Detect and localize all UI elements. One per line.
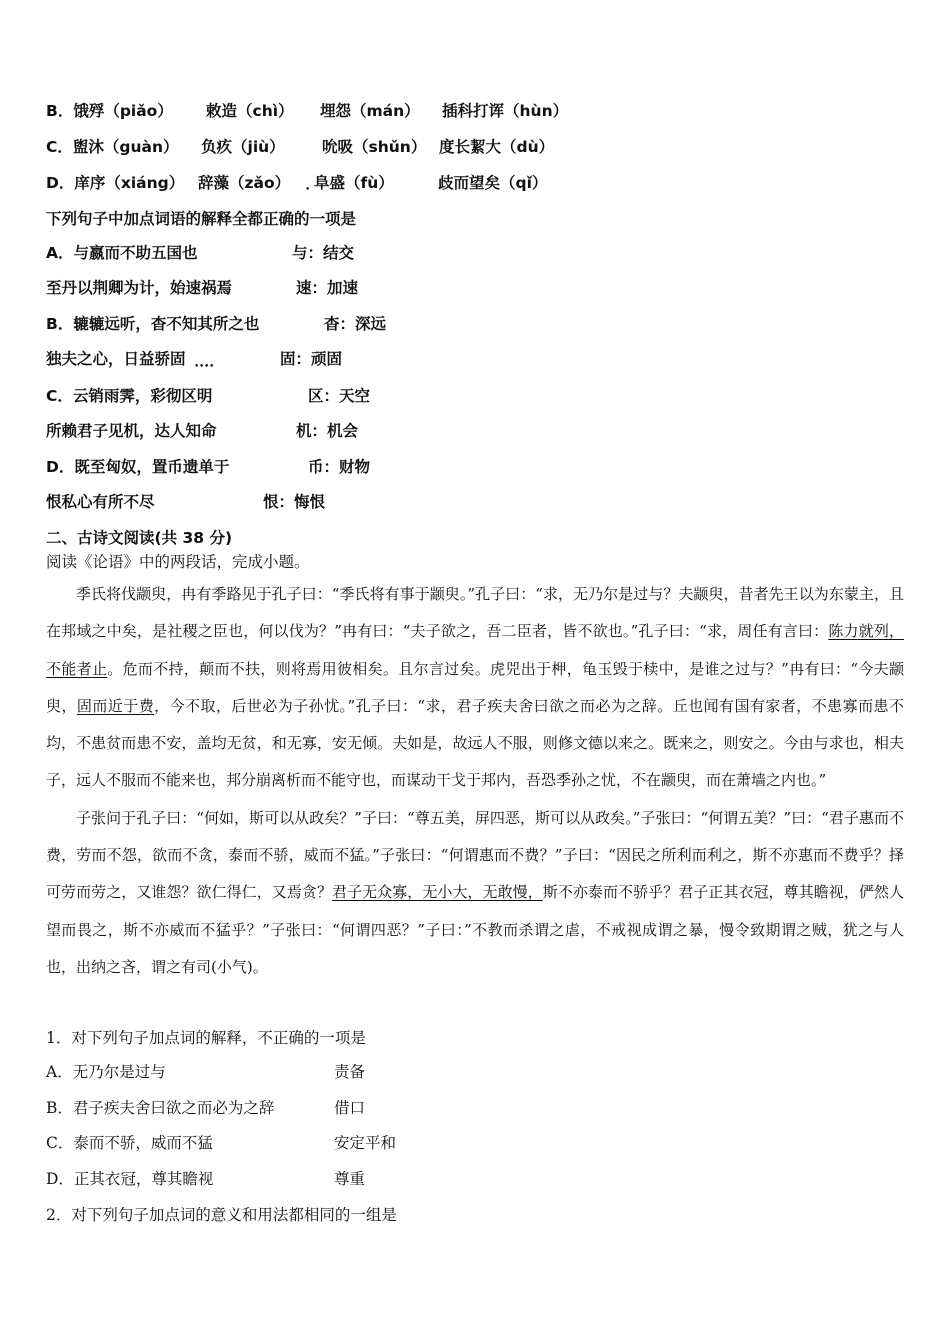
option-d-item-2: 辞藻（zǎo） [198,174,291,192]
q1-option-gloss: 安定平和 [334,1134,397,1152]
word-row-sentence: A．与嬴而不助五国也 [46,244,198,262]
q1-option-sentence: C．泰而不骄，威而不猛 [46,1134,213,1152]
word-row-gloss: 币：财物 [308,458,371,476]
option-d-item-1: D．庠序（xiáng） [46,174,185,192]
emphasis-dot: • [204,362,210,372]
option-c-item-1: C．盥沐（guàn） [46,138,179,156]
q1-stem: 1．对下列句子加点词的解释，不正确的一项是 [46,1029,366,1047]
word-row-sentence: 独夫之心，日益骄固 [46,350,186,368]
passage [46,576,904,986]
option-b-item-1: B．饿殍（piǎo） [46,102,173,120]
passage-text: ，今不取，后世必为子孙忧。”孔子曰：“求，君子疾夫舍曰欲之而必为之辞。丘也闻有国有家者，不患寡而患不均，不患贫而患不安，盖均无贫，和无寡，安无倾。夫如是，故远人不服，则修文德以来之。既来之，则安之。今由与求也，相夫子，远人不服而不能来也，邦分崩离析而不能守也，而谋动干戈于邦内，吾恐季孙之忧，不在颛臾，而在萧墙之内也。” [46,696,904,790]
word-row-sentence: 所赖君子见机，达人知命 [46,422,217,440]
underlined-phrase: 陈力就列，不能者止 [46,622,904,678]
word-row-sentence: D．既至匈奴，置币遗单于 [46,458,230,476]
q1-option-gloss: 责备 [334,1063,366,1081]
word-row-gloss: 速：加速 [296,279,359,297]
q1-option-sentence: A．无乃尔是过与 [46,1063,166,1081]
word-row-gloss: 固：顽固 [280,350,343,368]
q1-option-sentence: B．君子疾夫舍曰欲之而必为之辞 [46,1099,275,1117]
emphasis-dot: • [305,185,311,195]
option-c-item-2: 负疚（jiù） [201,138,285,156]
section-heading: 二、古诗文阅读(共 38 分) [46,529,233,547]
option-c-item-3: 吮吸（shǔn） [322,138,427,156]
word-row-gloss: 机：机会 [296,422,359,440]
word-row-sentence: C．云销雨霁，彩彻区明 [46,387,213,405]
word-row-sentence: 恨私心有所不尽 [46,493,155,511]
option-b-item-3: 埋怨（mán） [320,102,420,120]
underlined-phrase: 君子无众寡，无小大，无敢慢， [332,883,543,902]
option-b-item-2: 敕造（chì） [206,102,294,120]
passage-text: 季氏将伐颛臾，冉有季路见于孔子曰：“季氏将有事于颛臾。”孔子曰：“求，无乃尔是过与？夫颛臾，昔者先王以为东蒙主，且在邦域之中矣，是社稷之臣也，何以伐为？”冉有曰：“夫子欲之，吾二臣者，皆不欲也。”孔子曰：“求，周任有言曰： [46,585,904,641]
underlined-phrase: 固而近于费 [76,696,155,715]
option-d-item-4: 歧而望矣（qǐ） [438,174,548,192]
passage-paragraph-2 [46,800,904,986]
q1-option-sentence: D．正其衣冠，尊其瞻视 [46,1170,214,1188]
word-row-gloss: 杳：深远 [324,315,387,333]
passage-text: 子张问于孔子曰：“何如，斯可以从政矣？”子曰：“尊五美，屏四恶，斯可以从政矣。”子张曰：“何谓五美？”曰：“君子惠而不费，劳而不怨，欲而不贪，泰而不骄，威而不猛。”子张曰：“何谓惠而不费？”子曰：“因民之所利而利之，斯不亦惠而不费乎？择可劳而劳之，又谁怨？欲仁得仁，又焉贪？ [46,808,904,902]
word-row-gloss: 恨：悔恨 [263,493,326,511]
q2-stem: 2．对下列句子加点词的意义和用法都相同的一组是 [46,1206,397,1224]
emphasis-dot: • [194,362,200,372]
q1-option-gloss: 尊重 [334,1170,366,1188]
option-b-item-4: 插科打诨（hùn） [442,102,569,120]
section-intro: 阅读《论语》中的两段话，完成小题。 [46,553,310,571]
q1-option-gloss: 借口 [334,1099,366,1117]
passage-paragraph-1 [46,576,904,800]
question-stem: 下列句子中加点词语的解释全都正确的一项是 [46,210,357,228]
passage-text: 斯不亦泰而不骄乎？君子正其衣冠，尊其瞻视，俨然人望而畏之，斯不亦威而不猛乎？”子张曰：“何谓四恶？”子曰：”不教而杀谓之虐，不戒视成谓之暴，慢令致期谓之贼，犹之与人也，出纳之吝，谓之有司(小气)。 [46,883,904,976]
word-row-gloss: 与：结交 [292,244,355,262]
option-c-item-4: 度长絜大（dù） [439,138,555,156]
emphasis-dot: • [199,362,205,372]
emphasis-dot: • [209,362,215,372]
passage-text: 。危而不持，颠而不扶，则将焉用彼相矣。且尔言过矣。虎兕出于柙，龟玉毁于椟中，是谁之过与？”冉有曰：“今夫颛臾， [46,659,904,715]
word-row-sentence: B．辘辘远听，杳不知其所之也 [46,315,260,333]
word-row-sentence: 至丹以荆卿为计，始速祸焉 [46,279,233,297]
word-row-gloss: 区：天空 [308,387,371,405]
option-d-item-3: 阜盛（fù） [314,174,394,192]
